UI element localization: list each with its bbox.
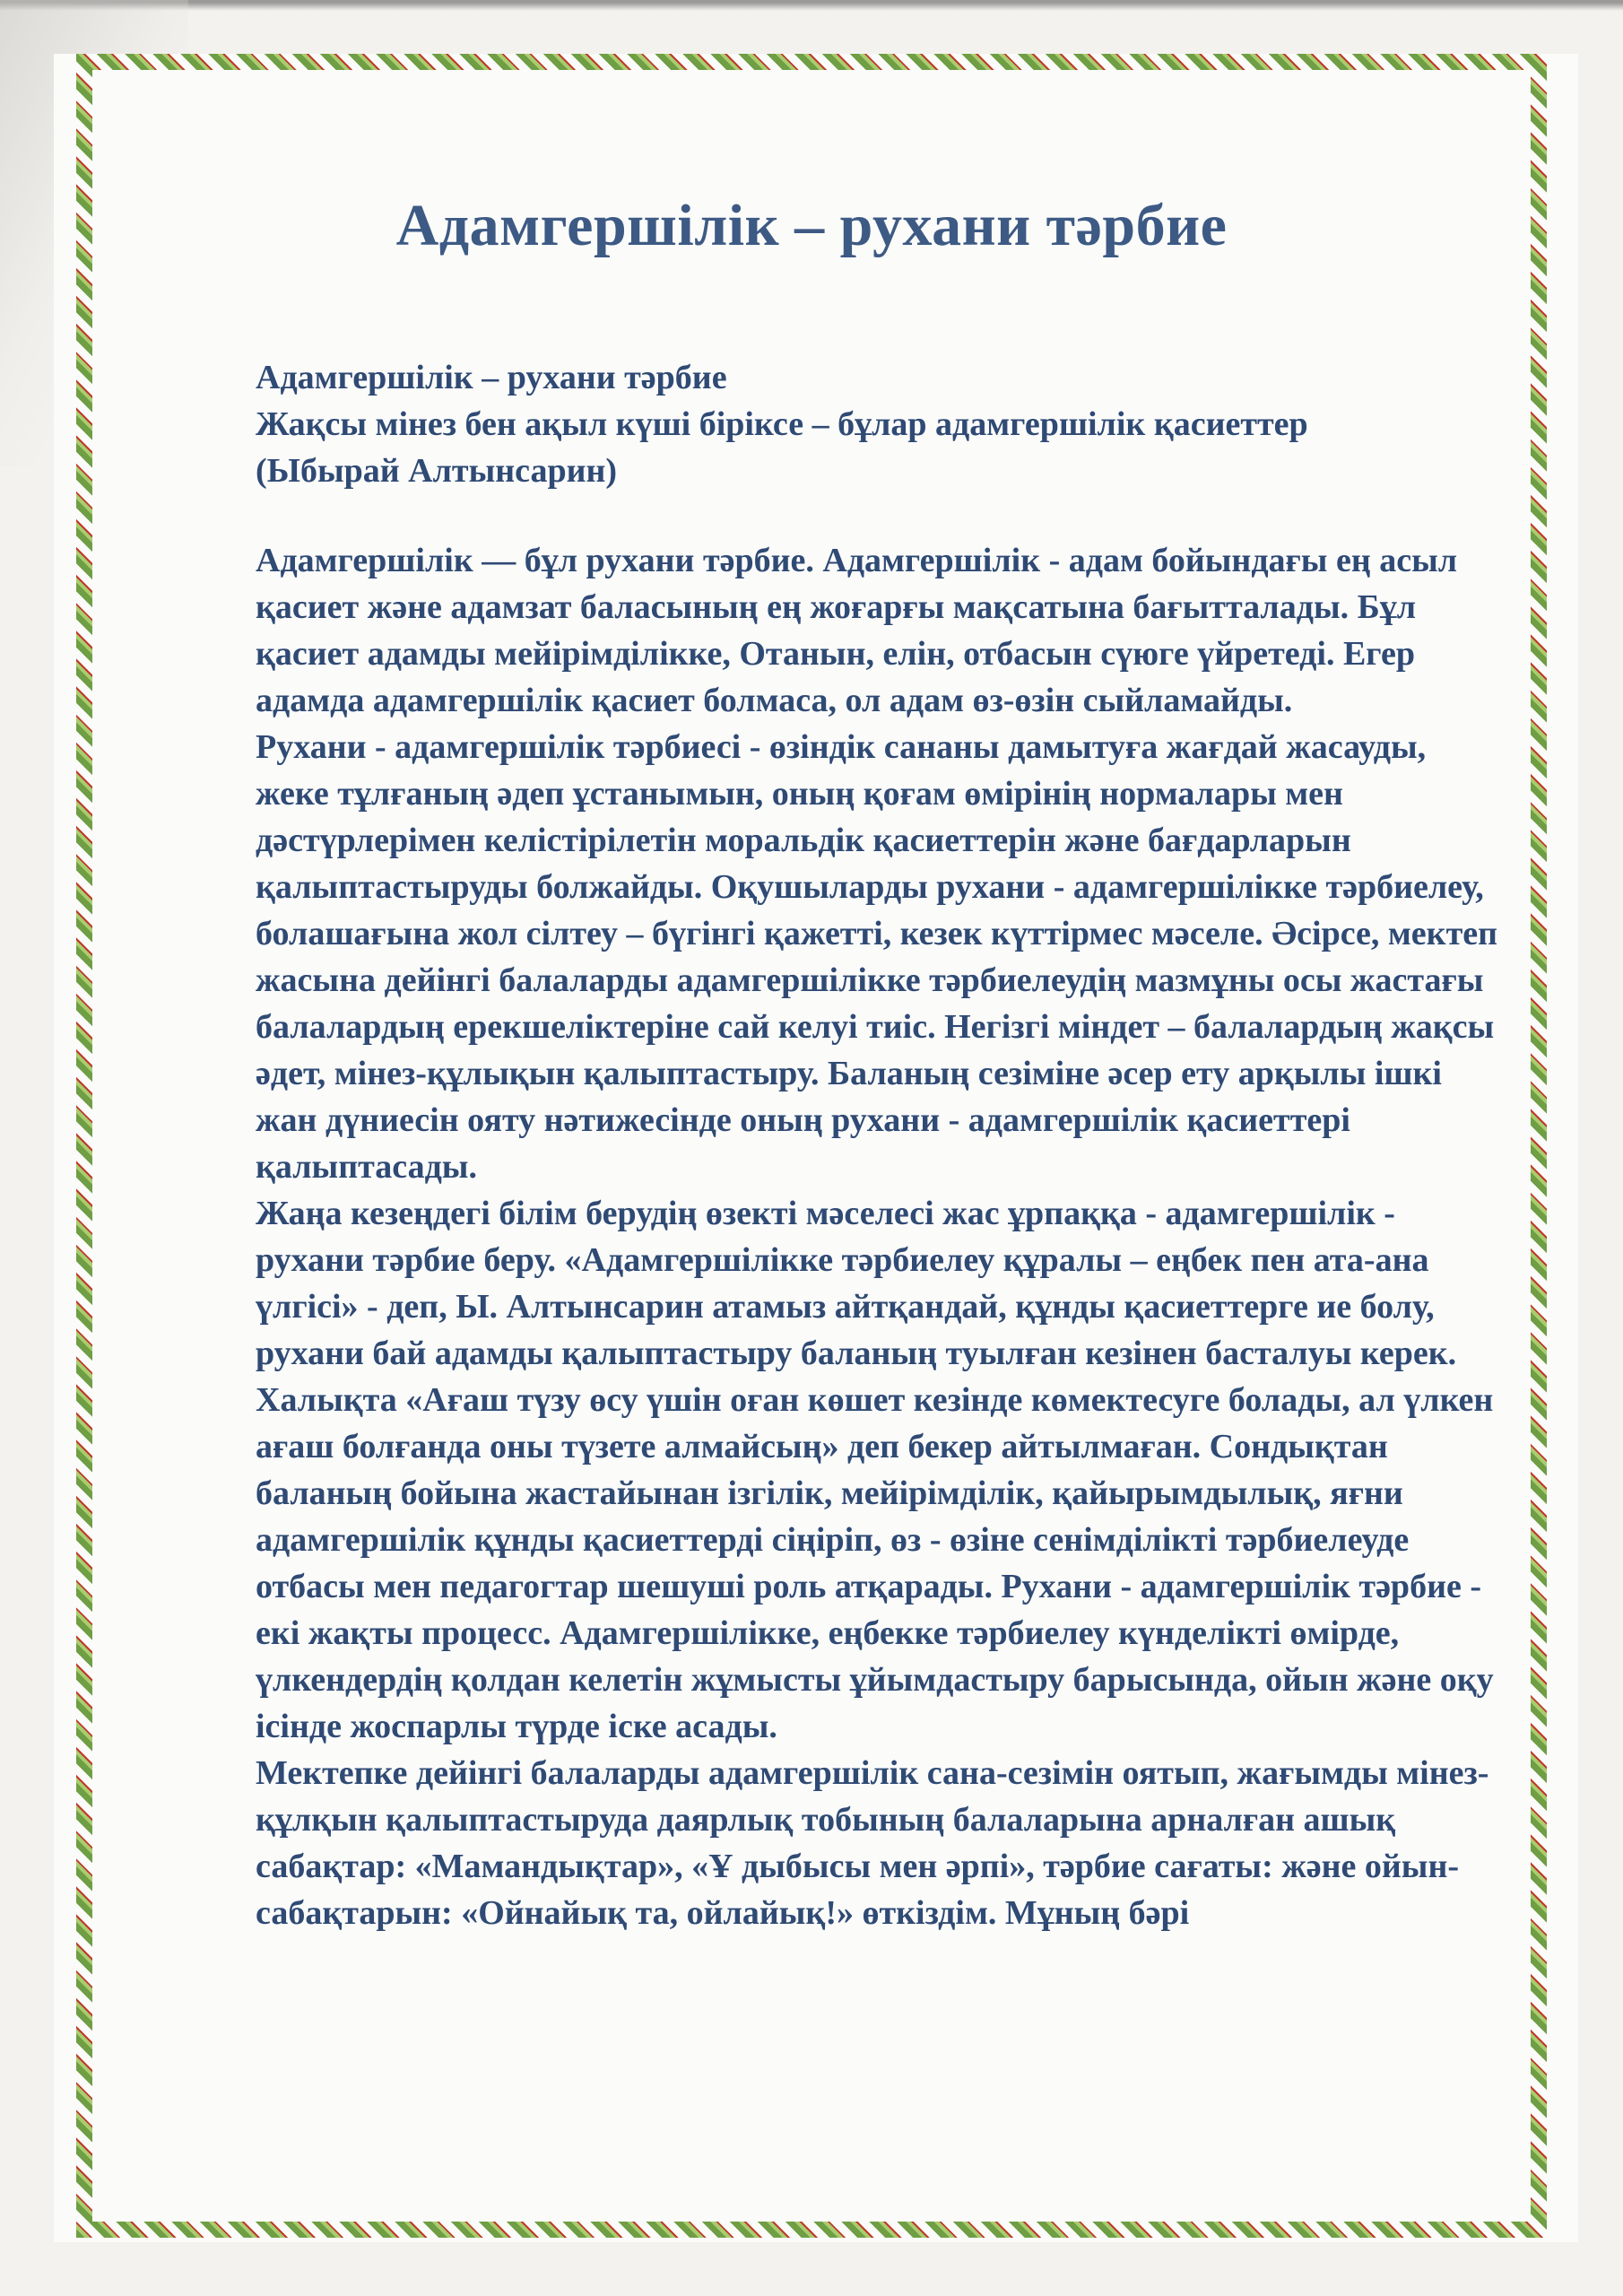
epigraph-author: (Ыбырай Алтынсарин) bbox=[256, 452, 618, 490]
subtitle: Адамгершілік – рухани тәрбие bbox=[256, 359, 727, 396]
paragraph: Жаңа кезеңдегі білім берудің өзекті мәселесі жас ұрпаққа - адамгершілік - рухани тәрбие беру. «Адамгершілікке тәрбиелеу құралы – еңбек пен ата-ана үлгісі» - деп, Ы. Алтынсарин атамыз айтқандай, құнды қасиеттерге ие болу, рухани бай адамды қалыптастыру баланың туылған кезінен басталуы керек. Халықта «Ағаш түзу өсу үшін оған көшет кезінде көмектесуге болады, ал үлкен ағаш болғанда оны түзете алмайсың» деп бекер айтылмаған. Сондықтан баланың бойына жастайынан ізгілік, мейірімділік, қайырымдылық, яғни адамгершілік құнды қасиеттерді сіңіріп, өз - өзіне сенімділікті тәрбиелеуде отбасы мен педагогтар шешуші роль атқарады. Рухани - адамгершілік тәрбие - екі жақты процесс. Адамгершілікке, еңбекке тәрбиелеу күнделікті өмірде, үлкендердің қолдан келетін жұмысты ұйымдастыру барысында, ойын және оқу ісінде жоспарлы түрде іске асады. bbox=[256, 1195, 1494, 1745]
epigraph: Жақсы мінез бен ақыл күші біріксе – бұлар адамгершілік қасиеттер bbox=[256, 405, 1308, 443]
paragraph: Адамгершілік — бұл рухани тәрбие. Адамгершілік - адам бойындағы ең асыл қасиет және адамзат баласының ең жоғарғы мақсатына бағытталады. Бұл қасиет адамды мейірімділікке, Отанын, елін, отбасын сүюге үйретеді. Егер адамда адамгершілік қасиет болмаса, ол адам өз-өзін сыйламайды. bbox=[256, 542, 1458, 719]
page-title: Адамгершілік – рухани тәрбие bbox=[395, 193, 1228, 259]
paragraph: Рухани - адамгершілік тәрбиесі - өзіндік сананы дамытуға жағдай жасауды, жеке тұлғаның әдеп ұстанымын, оның қоғам өмірінің нормалары мен дәстүрлерімен келістірілетін моральдік қасиеттерін және бағдарларын қалыптастыруды болжайды. Оқушыларды рухани - адамгершілікке тәрбиелеу, болашағына жол сілтеу – бүгінгі қажетті, кезек күттірмес мәселе. Әсірсе, мектеп жасына дейінгі балаларды адамгершілікке тәрбиелеудің мазмұны осы жастағы балалардың ерекшеліктеріне сай келуі тиіс. Негізгі міндет – балалардың жақсы әдет, мінез-құлықын қалыптастыру. Баланың сезіміне әсер ету арқылы ішкі жан дүниесін ояту нәтижесінде оның рухани - адамгершілік қасиеттері қалыптасады. bbox=[256, 728, 1497, 1186]
document-body bbox=[256, 354, 1506, 1936]
header-block bbox=[256, 354, 1506, 494]
scan-edge bbox=[0, 0, 1623, 11]
paragraph: Мектепке дейінгі балаларды адамгершілік сана-сезімін оятып, жағымды мінез-құлқын қалыптастыруда даярлық тобының балаларына арналған ашық сабақтар: «Мамандықтар», «Ұ дыбысы мен әрпі», тәрбие сағаты: және ойын-сабақтарын: «Ойнайық та, ойлайық!» өткіздім. Мұның бәрі bbox=[256, 1754, 1489, 1932]
